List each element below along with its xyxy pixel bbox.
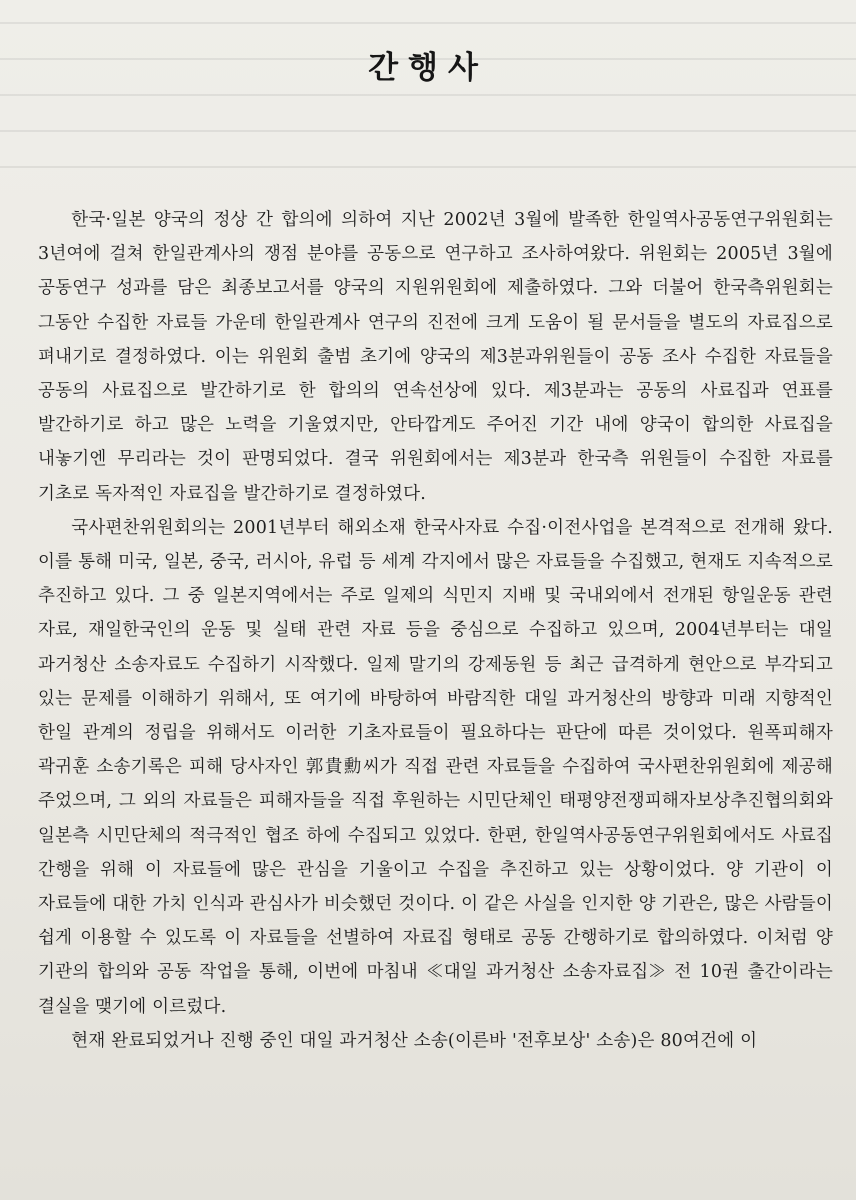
paragraph-3: 현재 완료되었거나 진행 중인 대일 과거청산 소송(이른바 '전후보상' 소송)은 80여건에 이 <box>71 1030 758 1051</box>
paragraph-1: 한국·일본 양국의 정상 간 합의에 의하여 지난 2002년 3월에 발족한 한일역사공동연구위원회는 3년여에 걸쳐 한일관계사의 쟁점 분야를 공동으로 연구하고 조사하여왔다. 위원회는 2005년 3월에 공동연구 성과를 담은 최종보고서를 양국의 지원위원회에 제출하였다. 그와 더불어 한국측위원회는 그동안 수집한 자료들 가운데 한일관계사 연구의 진전에 크게 도움이 될 문서들을 별도의 자료집으로 펴내기로 결정하였다. 이는 위원회 출범 초기에 양국의 제3분과위원들이 공동 조사 수집한 자료들을 공동의 사료집으로 발간하기로 한 합의의 연속선상에 있다. 제3분과는 공동의 사료집과 연표를 발간하기로 하고 많은 노력을 기울였지만, 안타깝게도 주어진 기간 내에 양국이 합의한 사료집을 내놓기엔 무리라는 것이 판명되었다. 결국 위원회에서는 제3분과 한국측 위원들이 수집한 자료를 기초로 독자적인 자료집을 발간하기로 결정하였다. <box>38 210 833 504</box>
bleed-through-shading <box>0 0 856 200</box>
body-text <box>38 203 833 1058</box>
paragraph-2: 국사편찬위원회의는 2001년부터 해외소재 한국사자료 수집·이전사업을 본격적으로 전개해 왔다. 이를 통해 미국, 일본, 중국, 러시아, 유럽 등 세계 각지에서 많은 자료들을 수집했고, 현재도 지속적으로 추진하고 있다. 그 중 일본지역에서는 주로 일제의 식민지 지배 및 국내외에서 전개된 항일운동 관련 자료, 재일한국인의 운동 및 실태 관련 자료 등을 중심으로 수집하고 있으며, 2004년부터는 대일 과거청산 소송자료도 수집하기 시작했다. 일제 말기의 강제동원 등 최근 급격하게 현안으로 부각되고 있는 문제를 이해하기 위해서, 또 여기에 바탕하여 바람직한 대일 과거청산의 방향과 미래 지향적인 한일 관계의 정립을 위해서도 이러한 기초자료들이 필요하다는 판단에 따른 것이었다. 원폭피해자 곽귀훈 소송기록은 피해 당사자인 郭貴勳씨가 직접 관련 자료들을 수집하여 국사편찬위원회에 제공해 주었으며, 그 외의 자료들은 피해자들을 직접 후원하는 시민단체인 태평양전쟁피해자보상추진협의회와 일본측 시민단체의 적극적인 협조 하에 수집되고 있었다. 한편, 한일역사공동연구위원회에서도 사료집 간행을 위해 이 자료들에 많은 관심을 기울이고 수집을 추진하고 있는 상황이었다. 양 기관이 이 자료들에 대한 가치 인식과 관심사가 비슷했던 것이다. 이 같은 사실을 인지한 양 기관은, 많은 사람들이 쉽게 이용할 수 있도록 이 자료들을 선별하여 자료집 형태로 공동 간행하기로 합의하였다. 이처럼 양 기관의 합의와 공동 작업을 통해, 이번에 마침내 ≪대일 과거청산 소송자료집≫ 전 10권 출간이라는 결실을 맺기에 이르렀다. <box>38 517 833 1017</box>
page-title: 간행사 <box>368 50 488 86</box>
